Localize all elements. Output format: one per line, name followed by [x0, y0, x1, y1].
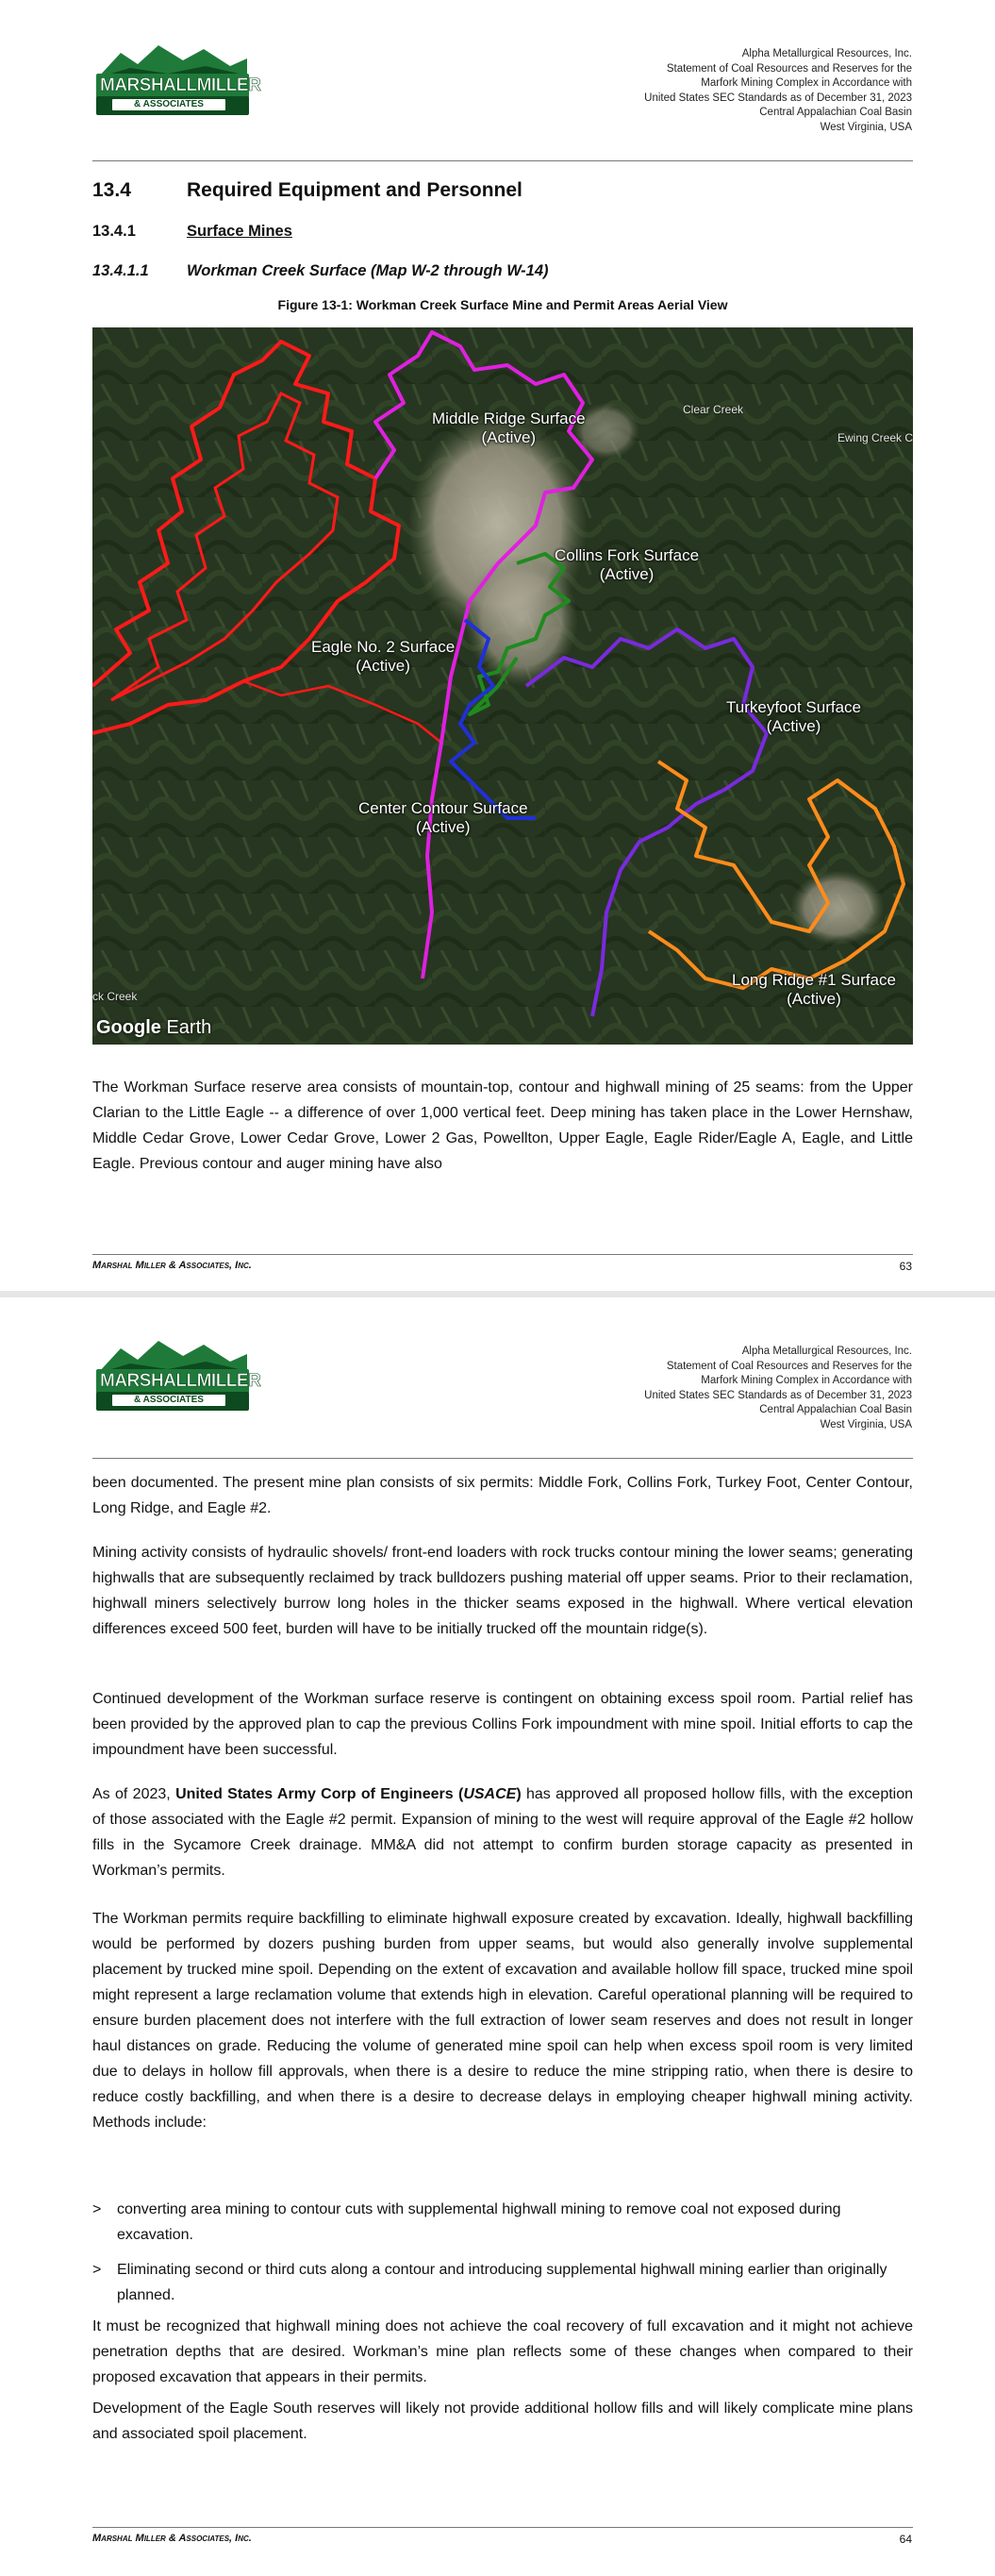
- map-label-status: (Active): [356, 657, 410, 675]
- map-place-clear-creek: Clear Creek: [683, 403, 744, 416]
- footer-rule: [92, 2527, 913, 2528]
- header-line: Marfork Mining Complex in Accordance with: [701, 77, 912, 89]
- header-line: West Virginia, USA: [820, 1418, 912, 1430]
- map-label-status: (Active): [787, 990, 841, 1008]
- map-label-eagle-no2: [311, 638, 455, 676]
- header-line: Marfork Mining Complex in Accordance with: [701, 1375, 912, 1386]
- company-logo: [92, 1335, 261, 1414]
- bullet-marker: >: [92, 2201, 102, 2217]
- paragraph-mining-activity: Mining activity consists of hydraulic shovels/ front-end loaders with rock trucks contour mining the lower seams; generating highwalls that are subsequently reclaimed by track bulldozers pushing material off upper seams. Prior to their reclamation, highwall miners selectively burrow long holes in the thicker seams exposed in the highwall. Where vertical elevation differences exceed 500 feet, burden will have to be initially trucked off the mountain ridge(s).: [92, 1545, 913, 1637]
- paragraph-spoil-room: Continued development of the Workman surface reserve is contingent on obtaining excess spoil room. Partial relief has been provided by the approved plan to cap the previous Collins Fork impoundment with mine spoil. Initial efforts to cap the impoundment have been successful.: [92, 1691, 913, 1758]
- header-rule: [92, 160, 913, 161]
- map-label-line: Center Contour Surface: [358, 799, 528, 817]
- header-line: Statement of Coal Resources and Reserves for the: [666, 62, 912, 75]
- subsection-number: 13.4.1: [92, 223, 136, 240]
- header-line: United States SEC Standards as of December 31, 2023: [644, 92, 912, 104]
- map-label-status: (Active): [599, 565, 655, 583]
- map-label-line: Eagle No. 2 Surface: [311, 638, 456, 656]
- google-earth-watermark: [96, 1017, 211, 1039]
- map-label-middle-ridge: [432, 410, 586, 447]
- map-label-turkeyfoot: [726, 698, 861, 736]
- subsubsection-number: 13.4.1.1: [92, 262, 149, 279]
- footer-rule: [92, 1254, 913, 1255]
- page-64: [0, 1297, 995, 2576]
- header-line: United States SEC Standards as of December 31, 2023: [644, 1389, 912, 1401]
- map-label-line: Long Ridge #1 Surface: [732, 971, 896, 989]
- usace-name: United States Army Corp of Engineers: [175, 1786, 454, 1802]
- section-heading: [92, 179, 522, 202]
- header-line: Central Appalachian Coal Basin: [759, 1404, 912, 1415]
- map-place-ck-creek: ck Creek: [92, 990, 138, 1003]
- watermark-google: Google: [96, 1017, 161, 1038]
- subsubsection-heading: [92, 262, 549, 280]
- header-line: West Virginia, USA: [820, 121, 912, 133]
- footer-company: Marshal Miller & Associates, Inc.: [92, 2533, 252, 2544]
- header-rule: [92, 1458, 913, 1459]
- bullet-marker: >: [92, 2262, 102, 2278]
- map-label-status: (Active): [415, 818, 471, 836]
- subsection-heading: [92, 223, 292, 241]
- header-company-info: [572, 47, 912, 135]
- map-label-center-contour: [358, 799, 528, 837]
- paragraph-usace: [92, 1781, 913, 1883]
- logo-subtext: & ASSOCIATES: [111, 1394, 226, 1407]
- header-company-info: [572, 1345, 912, 1432]
- bullet-text: converting area mining to contour cuts with supplemental highwall mining to remove coal not exposed during excavation.: [117, 2201, 841, 2243]
- section-number: 13.4: [92, 179, 131, 201]
- map-label-line: Turkeyfoot Surface: [726, 698, 861, 716]
- map-label-status: (Active): [766, 717, 821, 735]
- header-line: Alpha Metallurgical Resources, Inc.: [741, 1346, 912, 1357]
- bullet-text: Eliminating second or third cuts along a contour and introducing supplemental highwall mining earlier than originally planned.: [117, 2262, 887, 2303]
- figure-caption: Figure 13-1: Workman Creek Surface Mine and Permit Areas Aerial View: [277, 297, 728, 312]
- paragraph-backfilling: The Workman permits require backfilling to eliminate highwall exposure created by excavation. Ideally, highwall backfilling would be performed by dozers pushing burden from upper seams, but would also generally involve supplemental placement by trucked mine spoil. Depending on the extent of excavation and available hollow fill space, trucked mine spoil might represent a large reclamation volume that extends high in elevation. Careful operational planning will be required to ensure burden placement does not interfere with the full extraction of lower seam reserves and does not result in longer haul distances on grade. Reducing the volume of generated mine spoil can help when excess spoil room is very limited due to delays in hollow fill approvals, when there is a desire to reduce the mine stripping ratio, when there is desire to reduce costly backfilling, and when there is a desire to decrease delays in employing cheaper highwall mining activity. Methods include:: [92, 1911, 913, 2131]
- footer-page-number: 64: [899, 2533, 912, 2546]
- map-label-collins-fork: [555, 546, 699, 584]
- logo-subtext: & ASSOCIATES: [111, 98, 226, 111]
- logo-wordmark: MARSHALLMILLER: [100, 1371, 261, 1391]
- usace-text-rest: has approved all proposed hollow fills, with the exception of those associated with the Eagle #2 permit. Expansion of mining to the west will require approval of the Eagle #2 hollow fills in the Sycamore Creek drainage. MM&A did not attempt to confirm burden storage capacity as presented in Workman’s permits.: [92, 1786, 914, 1879]
- usace-acronym: USACE: [463, 1786, 517, 1802]
- usace-paren-close: ): [516, 1786, 522, 1802]
- logo-wordmark: MARSHALLMILLER: [100, 75, 261, 95]
- map-label-line: Collins Fork Surface: [555, 546, 700, 564]
- header-line: Alpha Metallurgical Resources, Inc.: [741, 48, 912, 59]
- usace-paren-open: (: [453, 1786, 464, 1802]
- usace-text-lead: As of 2023,: [92, 1786, 176, 1802]
- paragraph-permits: been documented. The present mine plan consists of six permits: Middle Fork, Collins Fork, Turkey Foot, Center Contour, Long Ridge, and Eagle #2.: [92, 1475, 913, 1516]
- paragraph-eagle-south: Development of the Eagle South reserves will likely not provide additional hollow fills and will likely complicate mine plans and associated spoil placement.: [92, 2400, 913, 2442]
- subsubsection-title: Workman Creek Surface (Map W-2 through W-14): [187, 262, 549, 279]
- watermark-earth: Earth: [160, 1017, 212, 1038]
- subsection-title: Surface Mines: [187, 223, 292, 240]
- paragraph-reserve-area: The Workman Surface reserve area consists of mountain-top, contour and highwall mining of 25 seams: from the Upper Clarian to the Little Eagle -- a difference of over 1,000 vertical feet. Deep mining has taken place in the Lower Hernshaw, Middle Cedar Grove, Lower Cedar Grove, Lower 2 Gas, Powellton, Upper Eagle, Eagle Rider/Eagle A, Eagle, and Little Eagle. Previous contour and auger mining have also: [92, 1079, 913, 1172]
- map-label-long-ridge: [732, 971, 896, 1009]
- header-line: Central Appalachian Coal Basin: [759, 107, 912, 118]
- map-label-line: Middle Ridge Surface: [432, 410, 586, 427]
- company-logo: [92, 40, 261, 119]
- page-separator: [0, 1291, 995, 1297]
- footer-page-number: 63: [899, 1260, 912, 1273]
- footer-company: Marshal Miller & Associates, Inc.: [92, 1260, 252, 1271]
- header-line: Statement of Coal Resources and Reserves for the: [666, 1360, 912, 1372]
- section-title: Required Equipment and Personnel: [187, 179, 522, 201]
- paragraph-highwall-recovery: It must be recognized that highwall mining does not achieve the coal recovery of full excavation and it might not achieve penetration depths that are desired. Workman’s mine plan reflects some of these changes when compared to their proposed excavation that appears in their permits.: [92, 2318, 913, 2385]
- aerial-map: [92, 327, 913, 1045]
- map-place-ewing-creek: Ewing Creek C: [837, 431, 913, 444]
- map-label-status: (Active): [481, 428, 537, 446]
